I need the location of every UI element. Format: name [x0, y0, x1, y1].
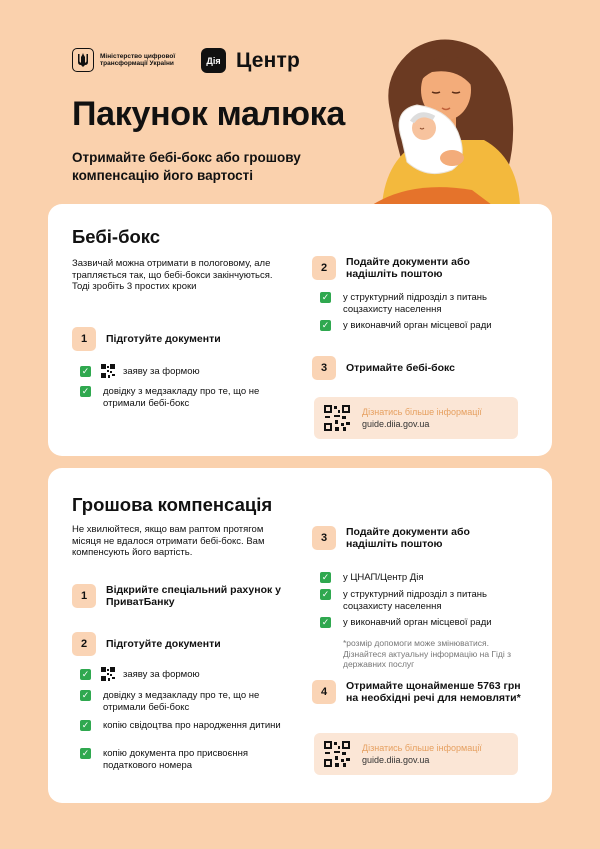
checkmark-icon: ✓	[321, 617, 330, 627]
checkmark-icon: ✓	[321, 292, 330, 302]
compensation-step-2	[72, 632, 221, 656]
step-label: Підготуйте документи	[106, 333, 221, 345]
trident-icon	[72, 48, 94, 72]
header	[72, 48, 372, 78]
list-item	[80, 366, 200, 378]
step-number: 4	[312, 680, 336, 704]
step-label: Підготуйте документи	[106, 638, 221, 650]
step-number: 2	[312, 256, 336, 280]
checkmark-icon: ✓	[81, 669, 90, 679]
list-item-text: у ЦНАП/Центр Дія	[343, 572, 424, 583]
compensation-step-3	[312, 526, 486, 550]
page-title: Пакунок малюка	[72, 95, 346, 133]
page-subtitle: Отримайте бебі-бокс або грошову компенсацію його вартості	[72, 150, 301, 183]
step-label: Подайте документи або надішліть поштою	[346, 256, 470, 280]
ministry-name: Міністерство цифрової трансформації України	[100, 52, 176, 67]
compensation-intro: Не хвилюйтеся, якщо вам раптом протягом місяця не вдалося отримати бебі-бокс. Вам компенсують його вартість.	[72, 524, 265, 558]
list-item	[320, 292, 533, 315]
step-label: Подайте документи або надішліть поштою	[346, 526, 470, 550]
more-info-link[interactable]: Дізнатись більше інформації	[362, 743, 482, 753]
babybox-intro: Зазвичай можна отримати в пологовому, але трапляється так, що бебі-бокси закінчуються. Тоді зробіть 3 простих кроки	[72, 258, 273, 292]
centr-label: Центр	[236, 49, 301, 72]
list-item	[320, 572, 424, 584]
step-number: 1	[72, 584, 96, 608]
list-item	[80, 690, 273, 713]
babybox-step-3	[312, 356, 455, 380]
compensation-step-1	[72, 584, 286, 608]
guide-url[interactable]: guide.diia.gov.ua	[362, 755, 430, 765]
list-item-text: у структурний підрозділ з питань соцзахисту населення	[343, 589, 487, 612]
list-item	[320, 617, 543, 629]
list-item-text: копію документа про присвоєння податкового номера	[103, 748, 249, 771]
checkmark-icon: ✓	[321, 572, 330, 582]
checkmark-icon: ✓	[81, 386, 90, 396]
list-item-text: довідку з медзакладу про те, що не отримали бебі-бокс	[103, 690, 260, 713]
list-item-text: у виконавчий орган місцевої ради	[343, 320, 492, 331]
list-item-text: у виконавчий орган місцевої ради	[343, 617, 492, 628]
qr-code-icon[interactable]	[324, 741, 350, 767]
list-item	[80, 669, 200, 681]
step-number: 2	[72, 632, 96, 656]
babybox-step-2	[312, 256, 486, 280]
babybox-step-1	[72, 327, 221, 351]
checkmark-icon: ✓	[81, 690, 90, 700]
guide-url[interactable]: guide.diia.gov.ua	[362, 419, 430, 429]
qr-code-icon[interactable]	[101, 667, 115, 681]
checkmark-icon: ✓	[81, 748, 90, 758]
list-item-text: копію свідоцтва про народження дитини	[103, 720, 281, 731]
step-number: 3	[312, 526, 336, 550]
list-item-text: заяву за формою	[123, 366, 200, 377]
qr-code-icon[interactable]	[101, 364, 115, 378]
list-item	[80, 748, 283, 771]
babybox-title: Бебі-бокс	[72, 226, 161, 247]
amount-note: *розмір допомоги може змінюватися. Дізнайтеся актуальну інформацію на Гіді з державних послуг	[343, 638, 512, 669]
checkmark-icon: ✓	[81, 720, 90, 730]
step-number: 3	[312, 356, 336, 380]
mother-baby-illustration	[372, 30, 532, 205]
checkmark-icon: ✓	[321, 320, 330, 330]
more-info-box[interactable]	[314, 397, 518, 439]
list-item-text: заяву за формою	[123, 669, 200, 680]
list-item-text: довідку з медзакладу про те, що не отримали бебі-бокс	[103, 386, 260, 409]
compensation-title: Грошова компенсація	[72, 494, 273, 515]
list-item	[320, 589, 533, 612]
step-number: 1	[72, 327, 96, 351]
step-label: Отримайте бебі-бокс	[346, 362, 455, 374]
compensation-card	[48, 468, 552, 803]
babybox-card	[48, 204, 552, 456]
step-label: Отримайте щонайменше 5763 грн на необхідні речі для немовляти*	[346, 680, 521, 704]
qr-code-icon[interactable]	[324, 405, 350, 431]
compensation-step-4	[312, 680, 526, 704]
checkmark-icon: ✓	[81, 366, 90, 376]
more-info-link[interactable]: Дізнатись більше інформації	[362, 407, 482, 417]
step-label: Відкрийте спеціальний рахунок у ПриватБанку	[106, 584, 281, 608]
more-info-box[interactable]	[314, 733, 518, 775]
list-item-text: у структурний підрозділ з питань соцзахисту населення	[343, 292, 487, 315]
list-item	[80, 386, 273, 409]
checkmark-icon: ✓	[321, 589, 330, 599]
list-item	[80, 720, 283, 732]
ministry-logo	[72, 48, 215, 72]
list-item	[320, 320, 543, 332]
diia-logo: Дія	[201, 48, 226, 73]
